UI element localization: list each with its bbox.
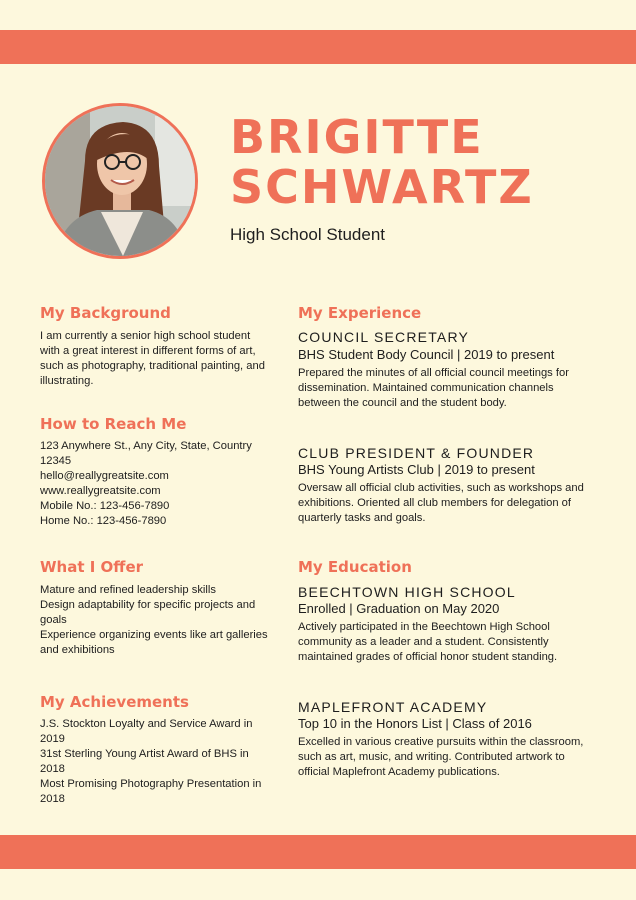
text-line: community as a leader and a student. Consistently <box>298 636 549 648</box>
section-title-experience: My Experience <box>298 304 422 322</box>
contact-text <box>40 439 252 529</box>
text-line: Experience organizing events like art galleries <box>40 629 268 641</box>
school-subtitle: Top 10 in the Honors List | Class of 2016 <box>298 716 532 731</box>
text-line: goals <box>40 614 67 626</box>
achievements-text <box>40 717 261 807</box>
home-phone-text: Home No.: 123-456-7890 <box>40 515 167 527</box>
section-title-background: My Background <box>40 304 171 322</box>
profile-photo <box>42 103 198 259</box>
text-line: 2018 <box>40 793 65 805</box>
section-title-achievements: My Achievements <box>40 693 189 711</box>
job-subtitle: BHS Young Artists Club | 2019 to present <box>298 462 535 477</box>
job-title: COUNCIL SECRETARY <box>298 329 470 345</box>
text-line: such as photography, traditional painting, and <box>40 360 265 372</box>
section-title-contact: How to Reach Me <box>40 415 187 433</box>
text-line: and exhibitions <box>40 644 115 656</box>
text-line: such as art, music, and writing. Contributed artwork to <box>298 751 565 763</box>
address-line: 123 Anywhere St., Any City, State, Country <box>40 440 252 452</box>
website-text: www.reallygreatsite.com <box>40 485 161 497</box>
text-line: 2018 <box>40 763 65 775</box>
bottom-accent-bar <box>0 835 636 869</box>
job-description <box>298 366 569 411</box>
job-subtitle: BHS Student Body Council | 2019 to present <box>298 347 555 362</box>
text-line: between the council and the student body. <box>298 397 507 409</box>
candidate-subtitle: High School Student <box>230 225 385 244</box>
portrait-illustration <box>45 106 195 256</box>
text-line: Most Promising Photography Presentation in <box>40 778 262 790</box>
text-line: with a great interest in different forms of art, <box>40 345 256 357</box>
section-title-education: My Education <box>298 558 412 576</box>
school-subtitle: Enrolled | Graduation on May 2020 <box>298 601 500 616</box>
text-line: Oversaw all official club activities, such as workshops and <box>298 482 584 494</box>
offer-text <box>40 583 268 658</box>
text-line: 31st Sterling Young Artist Award of BHS in <box>40 748 249 760</box>
text-line: 2019 <box>40 733 65 745</box>
background-text <box>40 329 265 389</box>
school-title: MAPLEFRONT ACADEMY <box>298 699 488 715</box>
text-line: dissemination. Maintained communication channels <box>298 382 554 394</box>
text-line: Mature and refined leadership skills <box>40 584 216 596</box>
text-line: Actively participated in the Beechtown High School <box>298 621 550 633</box>
text-line: official Maplefront Academy publications. <box>298 766 500 778</box>
job-title: CLUB PRESIDENT & FOUNDER <box>298 445 535 461</box>
text-line: I am currently a senior high school student <box>40 330 251 342</box>
last-name: SCHWARTZ <box>230 160 534 214</box>
school-description <box>298 735 583 780</box>
text-line: Excelled in various creative pursuits within the classroom, <box>298 736 584 748</box>
text-line: Design adaptability for specific projects and <box>40 599 256 611</box>
text-line: quarterly tasks and goals. <box>298 512 426 524</box>
job-description <box>298 481 584 526</box>
text-line: J.S. Stockton Loyalty and Service Award in <box>40 718 253 730</box>
text-line: maintained grades of official honor student standing. <box>298 651 558 663</box>
text-line: Prepared the minutes of all official council meetings for <box>298 367 569 379</box>
text-line: exhibitions. Oriented all club members for delegation of <box>298 497 571 509</box>
candidate-name <box>230 112 534 212</box>
text-line: illustrating. <box>40 375 94 387</box>
top-accent-bar <box>0 30 636 64</box>
mobile-phone-text: Mobile No.: 123-456-7890 <box>40 500 170 512</box>
section-title-offer: What I Offer <box>40 558 144 576</box>
first-name: BRIGITTE <box>230 110 484 164</box>
school-title: BEECHTOWN HIGH SCHOOL <box>298 584 516 600</box>
email-text: hello@reallygreatsite.com <box>40 470 169 482</box>
school-description <box>298 620 557 665</box>
address-zip: 12345 <box>40 455 72 467</box>
